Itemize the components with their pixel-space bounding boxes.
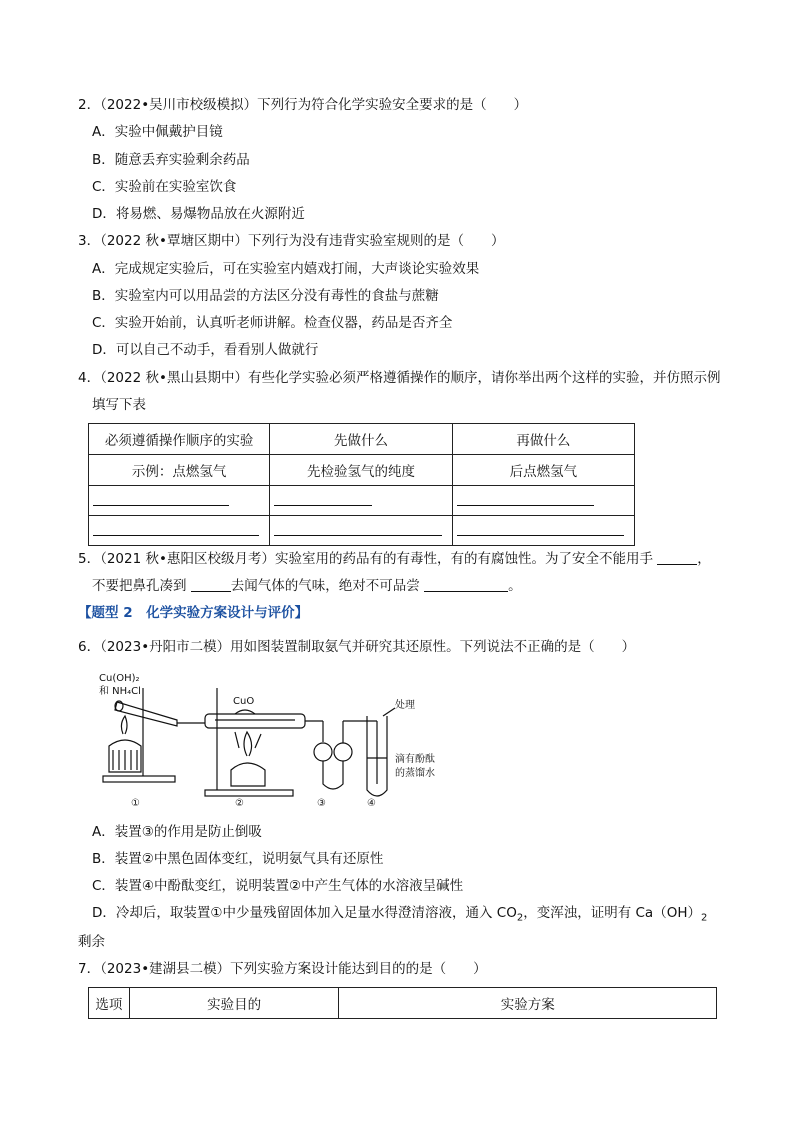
q4-example-experiment: 示例：点燃氢气 xyxy=(89,455,270,486)
figure-number-4: ④ xyxy=(367,798,376,809)
q5-line2 xyxy=(92,576,522,596)
q5-text: ， xyxy=(697,551,711,567)
q6-option-d-subscript: 2 xyxy=(701,912,708,924)
figure-label-reagent: 和 NH₄Cl xyxy=(99,686,141,697)
q7-header-option: 选项 xyxy=(89,988,130,1019)
alcohol-lamp-icon xyxy=(231,763,265,786)
figure-label-cuo: CuO xyxy=(233,696,255,707)
q4-stem: 4．（2022 秋•黑山县期中）有些化学实验必须严格遵循操作的顺序，请你举出两个这样的实验，并仿照示例 xyxy=(78,370,721,386)
q7-header-plan: 实验方案 xyxy=(339,988,717,1019)
q7-table xyxy=(88,987,717,1019)
q4-answer-blank[interactable] xyxy=(89,516,270,546)
q6-option-d-text: ，变浑浊，证明有 Ca（OH） xyxy=(523,905,701,921)
q6-option-d xyxy=(92,903,707,929)
figure-number-2: ② xyxy=(235,798,244,809)
q5-text: 不要把鼻孔凑到 xyxy=(92,578,187,594)
q4-stem-continued: 填写下表 xyxy=(92,397,146,413)
q4-table xyxy=(88,423,635,546)
q5-line1 xyxy=(78,549,711,569)
q5-text: 去闻气体的气味，绝对不可品尝 xyxy=(230,578,420,594)
q4-header-first: 先做什么 xyxy=(270,424,452,455)
q6-option-a: A．装置③的作用是防止倒吸 xyxy=(92,824,262,840)
q5-blank-3[interactable] xyxy=(424,577,508,592)
q4-answer-blank[interactable] xyxy=(452,516,634,546)
u-tube-icon xyxy=(314,743,332,761)
q5-text: 。 xyxy=(508,578,522,594)
q6-option-d-continued: 剩余 xyxy=(78,934,105,950)
q4-example-then: 后点燃氢气 xyxy=(452,455,634,486)
q6-option-c: C．装置④中酚酞变红，说明装置②中产生气体的水溶液呈碱性 xyxy=(92,878,464,894)
q5-blank-1[interactable] xyxy=(657,550,697,565)
figure-label-water: 的蒸馏水 xyxy=(395,768,435,779)
combustion-tube-icon xyxy=(205,714,305,728)
figure-label-reagent: Cu(OH)₂ xyxy=(99,673,140,684)
q7-stem: 7．（2023•建湖县二模）下列实验方案设计能达到目的的是（ ） xyxy=(78,961,487,977)
figure-label-treatment: 处理 xyxy=(395,700,415,711)
q7-header-purpose: 实验目的 xyxy=(129,988,339,1019)
q2-option-a: A．实验中佩戴护目镜 xyxy=(92,124,223,140)
section-heading: 【题型 2 化学实验方案设计与评价】 xyxy=(78,605,309,621)
q4-header-experiment: 必须遵循操作顺序的实验 xyxy=(89,424,270,455)
stand-base-icon xyxy=(205,790,293,796)
q2-option-c: C．实验前在实验室饮食 xyxy=(92,179,237,195)
q2-option-d: D．将易燃、易爆物品放在火源附近 xyxy=(92,206,305,222)
q4-answer-blank[interactable] xyxy=(89,486,270,516)
q6-apparatus-figure xyxy=(95,672,445,812)
q3-option-d: D．可以自己不动手，看看别人做就行 xyxy=(92,342,319,358)
test-tube-icon xyxy=(115,702,177,726)
q3-option-a: A．完成规定实验后，可在实验室内嬉戏打闹，大声谈论实验效果 xyxy=(92,261,480,277)
q4-answer-blank[interactable] xyxy=(270,516,452,546)
q4-answer-blank[interactable] xyxy=(270,486,452,516)
q5-blank-2[interactable] xyxy=(191,577,231,592)
q5-text: 5．（2021 秋•惠阳区校级月考）实验室用的药品有的有毒性，有的有腐蚀性。为了安全不能用手 xyxy=(78,551,653,567)
q2-stem: 2．（2022•吴川市校级模拟）下列行为符合化学实验安全要求的是（ ） xyxy=(78,97,528,113)
q4-header-then: 再做什么 xyxy=(452,424,634,455)
q2-option-b: B．随意丢弃实验剩余药品 xyxy=(92,152,250,168)
q3-stem: 3．（2022 秋•覃塘区期中）下列行为没有违背实验室规则的是（ ） xyxy=(78,233,505,249)
q4-answer-blank[interactable] xyxy=(452,486,634,516)
figure-number-1: ① xyxy=(131,798,140,809)
q6-option-d-subscript: 2 xyxy=(516,912,524,924)
q3-option-b: B．实验室内可以用品尝的方法区分没有毒性的食盐与蔗糖 xyxy=(92,288,439,304)
q4-example-first: 先检验氢气的纯度 xyxy=(270,455,452,486)
q6-option-d-text: D．冷却后，取装置①中少量残留固体加入足量水得澄清溶液，通入 CO xyxy=(92,905,517,921)
q3-option-c: C．实验开始前，认真听老师讲解。检查仪器，药品是否齐全 xyxy=(92,315,453,331)
q6-option-b: B．装置②中黑色固体变红，说明氨气具有还原性 xyxy=(92,851,384,867)
q6-stem: 6．（2023•丹阳市二模）用如图装置制取氨气并研究其还原性。下列说法不正确的是（ ） xyxy=(78,639,636,655)
stand-base-icon xyxy=(103,776,175,782)
figure-label-water: 滴有酚酞 xyxy=(395,754,435,765)
figure-number-3: ③ xyxy=(317,798,326,809)
